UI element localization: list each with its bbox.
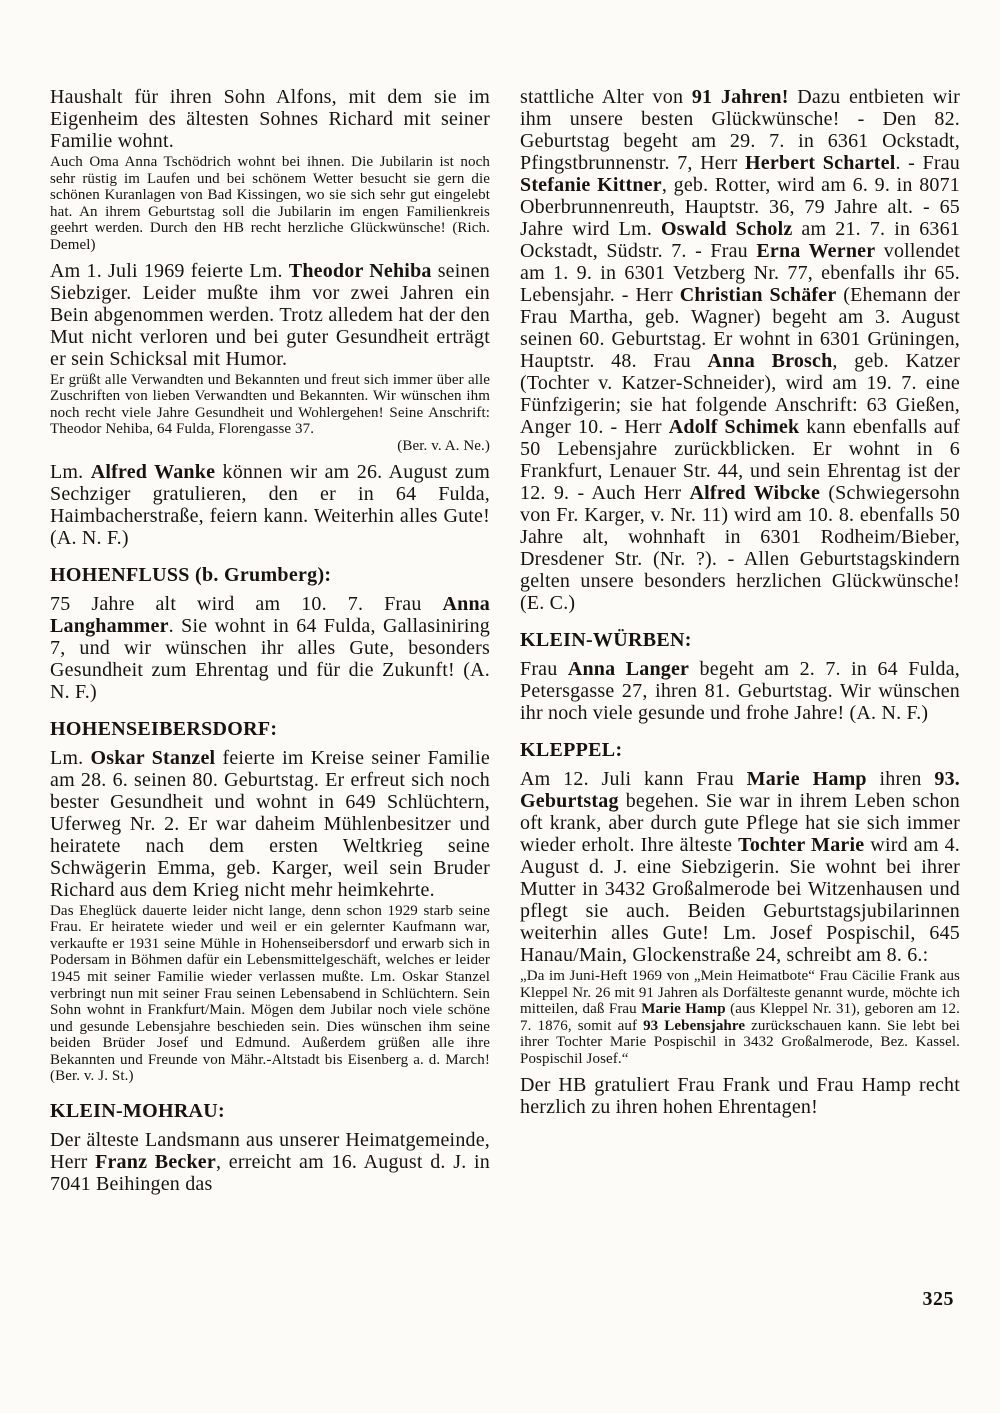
- section-heading: [520, 739, 960, 761]
- emphasized-name: 93. Geburtstag: [520, 768, 960, 812]
- small-print-paragraph: [50, 372, 490, 455]
- emphasized-name: Alfred Wanke: [90, 460, 216, 483]
- emphasized-name: 93 Lebensjahre: [643, 1017, 746, 1034]
- text-run: Der HB gratuliert Frau Frank und Frau Hamp recht herzlich zu ihren hohen Ehrentagen!: [520, 1073, 960, 1118]
- emphasized-name: Marie Hamp: [746, 768, 867, 790]
- section-heading: [50, 564, 490, 586]
- text-run: seinen Siebziger. Leider mußte ihm vor zwei Jahren ein Bein abgenommen werden. Trotz alledem hat der den Mut nicht verloren und bei guter Gesundheit erträgt er sein Schicksal mit Humor.: [50, 259, 490, 370]
- text-run: 75 Jahre alt wird am 10. 7. Frau: [50, 592, 443, 615]
- emphasized-name: Tochter Marie: [738, 834, 865, 856]
- emphasized-name: Christian Schäfer: [679, 284, 837, 306]
- text-run: wird am 4. August d. J. eine Siebzigerin. Sie wohnt bei ihrer Mutter in 3432 Großalmerode bei Witzenhausen und pflegt sie auch. Beiden Geburtstagsjubilarinnen weiterhin alles Gute! Lm. Josef Pospischil, 645 Hanau/Main, Glockenstraße 24, schreibt am 8. 6.:: [520, 834, 961, 966]
- text-run: zurückschauen kann. Sie lebt bei ihrer Tochter Marie Pospischil in 3432 Großalmerode, Bez. Kassel. Pospischil Josef.“: [520, 1017, 960, 1067]
- text-run: HOHENFLUSS (b. Grumberg):: [50, 563, 332, 586]
- emphasized-name: Oswald Scholz: [661, 218, 793, 240]
- text-run: begehen. Sie war in ihrem Leben schon oft krank, aber durch gute Pflege hat sie sich immer wieder erholt. Ihre älteste: [520, 790, 960, 856]
- body-paragraph: [50, 593, 490, 703]
- emphasized-name: Herbert Schartel: [745, 152, 896, 174]
- text-run: , geb. Rotter, wird am 6. 9. in 8071 Oberbrunnenreuth, Hauptstr. 36, 79 Jahre alt. - 65 Jahre wird Lm.: [520, 174, 961, 240]
- body-paragraph: [50, 461, 490, 549]
- text-run: am 21. 7. in 6361 Ockstadt, Südstr. 7. - Frau: [520, 218, 960, 262]
- body-paragraph: [50, 260, 490, 370]
- emphasized-name: 91 Jahren!: [691, 86, 789, 108]
- text-run: Frau: [520, 658, 568, 680]
- emphasized-name: Oskar Stanzel: [90, 746, 216, 769]
- text-run: KLEIN-WÜRBEN:: [520, 629, 692, 651]
- text-run: Lm.: [50, 460, 91, 483]
- text-run: (Schwiegersohn von Fr. Karger, v. Nr. 11) wird am 10. 8. ebenfalls 50 Jahre alt, wohnhaft in 6301 Rodheim/Bieber, Dresdener Str. (Nr. ?). - Allen Geburtstagskindern gelten unsere besonders herzlichen Glückwünsche! (E. C.): [520, 482, 960, 614]
- section-heading: [50, 1100, 490, 1122]
- emphasized-name: Marie Hamp: [641, 1001, 726, 1018]
- right-column: [520, 86, 960, 1197]
- text-run: stattliche Alter von: [520, 86, 692, 108]
- body-paragraph: [50, 1129, 490, 1195]
- text-run: . Sie wohnt in 64 Fulda, Gallasiniring 7, und wir wünschen ihr alles Gute, besonders Gesundheit zum Ehrentag und für die Zukunft! (A. N. F.): [50, 614, 490, 703]
- emphasized-name: Franz Becker: [95, 1151, 216, 1174]
- page-number: 325: [922, 1288, 954, 1310]
- emphasized-name: Theodor Nehiba: [288, 259, 432, 282]
- text-run: , geb. Katzer (Tochter v. Katzer-Schneider), wird am 19. 7. eine Fünfzigerin; sie hat folgende Anschrift: 63 Gießen, Anger 10. - Herr: [520, 350, 960, 438]
- text-run: , erreicht am 16. August d. J. in 7041 Beihingen das: [50, 1151, 490, 1196]
- text-run: feierte im Kreise seiner Familie am 28. 6. seinen 80. Geburtstag. Er erfreut sich noch bester Gesundheit und wohnt in 649 Schlüchtern, Uferweg Nr. 2. Er war daheim Mühlenbesitzer und heiratete nach dem ersten Weltkrieg seine Schwägerin Emma, geb. Karger, weil sein Bruder Richard aus dem Krieg nicht mehr heimkehrte.: [50, 746, 490, 901]
- text-run: KLEIN-MOHRAU:: [50, 1100, 226, 1123]
- text-run: Lm.: [50, 746, 91, 769]
- text-run: Am 1. Juli 1969 feierte Lm.: [50, 259, 289, 282]
- emphasized-name: Adolf Schimek: [668, 416, 800, 438]
- small-print-paragraph: [520, 968, 960, 1068]
- text-run: Dazu entbieten wir ihm unsere besten Glückwünsche! - Den 82. Geburtstag begeht am 29. 7. in 6361 Ockstadt, Pfingstbrunnenstr. 7, Herr: [520, 86, 960, 174]
- body-paragraph: [50, 747, 490, 901]
- body-paragraph: [50, 86, 490, 152]
- small-print-paragraph: [50, 903, 490, 1086]
- text-run: vollendet am 1. 9. in 6301 Vetzberg Nr. 77, ebenfalls ihr 65. Lebensjahr. - Herr: [520, 240, 960, 306]
- text-run: kann ebenfalls auf 50 Lebensjahre zurückblicken. Er wohnt in 6 Frankfurt, Lenauer Str. 44, und sein Ehrentag ist der 12. 9. - Auch Herr: [520, 416, 960, 504]
- text-run: Er grüßt alle Verwandten und Bekannten und freut sich immer über alle Zuschriften von lieben Verwandten und Bekannten. Wir wünschen ihm noch recht viele Jahre Gesundheit und Wohlergehen! Seine Anschrift: Theodor Nehiba, 64 Fulda, Florengasse 37.: [50, 371, 490, 438]
- emphasized-name: Anna Langer: [567, 658, 690, 680]
- emphasized-name: Erna Werner: [756, 240, 876, 262]
- emphasized-name: Stefanie Kittner: [520, 174, 662, 196]
- text-run: HOHENSEIBERSDORF:: [50, 717, 278, 740]
- emphasized-name: Alfred Wibcke: [689, 482, 821, 504]
- body-paragraph: [520, 658, 960, 724]
- text-run: (Ehemann der Frau Martha, geb. Wagner) begeht am 3. August seinen 60. Geburtstag. Er wohnt in 6301 Grüningen, Hauptstr. 48. Frau: [520, 284, 960, 372]
- text-run: (aus Kleppel Nr. 31), geboren am 12. 7. 1876, somit auf: [520, 1001, 960, 1034]
- body-paragraph: [520, 1074, 960, 1118]
- emphasized-name: Anna Brosch: [707, 350, 833, 372]
- text-run: Auch Oma Anna Tschödrich wohnt bei ihnen. Die Jubilarin ist noch sehr rüstig im Laufen und bei schönem Wetter besucht sie gern die schönen Kuranlagen von Bad Kissingen, wo sie sich sehr gut eingelebt hat. An ihrem Geburtstag soll die Jubilarin im engen Familienkreis geehrt werden. Durch den HB recht herzliche Glückwünsche! (Rich. Demel): [50, 154, 490, 253]
- section-heading: [50, 718, 490, 740]
- text-run: . - Frau: [895, 152, 960, 174]
- left-column: [50, 86, 490, 1197]
- text-run: (Ber. v. A. Ne.): [397, 437, 490, 454]
- text-run: Der älteste Landsmann aus unserer Heimatgemeinde, Herr: [50, 1129, 490, 1174]
- emphasized-name: Anna Langhammer: [50, 592, 490, 637]
- body-paragraph: [520, 768, 960, 966]
- text-run: „Da im Juni-Heft 1969 von „Mein Heimatbote“ Frau Cäcilie Frank aus Kleppel Nr. 26 mit 91 Jahren als Dorfälteste genannt wurde, möchte ich mitteilen, daß Frau: [520, 968, 960, 1018]
- text-run: Am 12. Juli kann Frau: [520, 768, 747, 790]
- body-paragraph: [520, 86, 960, 614]
- text-run: KLEPPEL:: [520, 739, 623, 761]
- text-run: Das Eheglück dauerte leider nicht lange, denn schon 1929 starb seine Frau. Er heiratete wieder und weil er ein gelernter Kaufmann war, verkaufte er 1931 seine Mühle in Hohenseibersdorf und erwarb sich in Podersam in Böhmen dafür ein Lebensmittelgeschäft, welches er leider 1945 mit seiner Familie wieder verlassen mußte. Lm. Oskar Stanzel verbringt nun mit seiner Frau seinen Lebensabend in Schlüchtern. Sein Sohn wohnt in Frankfurt/Main. Mögen dem Jubilar noch viele schöne und gesunde Lebensjahre beschieden sein. Dies wünschen ihm seine beiden Brüder Josef und Edmund. Außerdem grüßen alle ihre Bekannten und Freunde von Mähr.-Altstadt bis Eisenberg a. d. March! (Ber. v. J. St.): [50, 902, 490, 1085]
- small-print-paragraph: [50, 154, 490, 254]
- text-run: begeht am 2. 7. in 64 Fulda, Petersgasse 27, ihren 81. Geburtstag. Wir wünschen ihr noch viele gesunde und frohe Jahre! (A. N. F.): [520, 658, 960, 724]
- section-heading: [520, 629, 960, 651]
- text-run: ihren: [866, 768, 935, 790]
- text-run: können wir am 26. August zum Sechziger gratulieren, den er in 64 Fulda, Haimbacherstraße, feiern kann. Weiterhin alles Gute! (A. N. F.): [50, 460, 491, 549]
- page-content: [50, 86, 960, 1197]
- text-run: Haushalt für ihren Sohn Alfons, mit dem sie im Eigenheim des ältesten Sohnes Richard mit seiner Familie wohnt.: [50, 86, 490, 152]
